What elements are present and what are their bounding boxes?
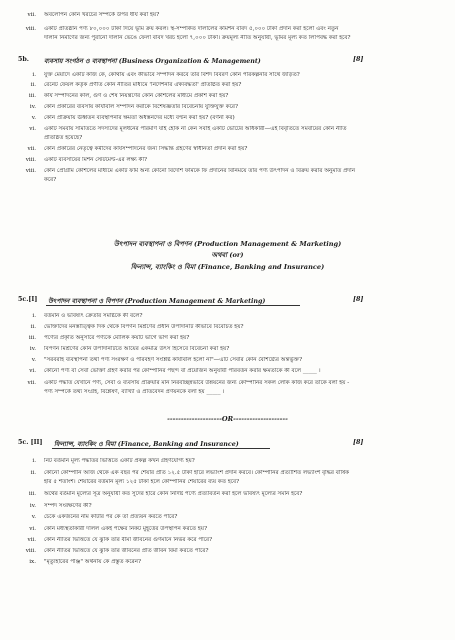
item-text: কোনো পণ্য বা সেবা ভোক্তা গ্রহণ করার পর কোম্পানির পছন্দ বা প্রয়োজন অনুযায়ী পরিবর্তন করার ক্ষমতাকে কী বলে _____ । — [44, 368, 321, 374]
item-text: কোন মধ্যস্থতাকারী দলিল একই পক্ষের নিকট মুহূর্তের উপস্থাপন করতে হয়? — [44, 526, 208, 532]
item-text-cont: পণ্য সম্পর্কে তথ্য সংগ্রহ, বিশ্লেষণ, ব্যাখ্যা ও প্রতিবেদন প্রণয়নকে বলা হয় _____ । — [44, 389, 225, 395]
question-marks: [8] — [353, 296, 364, 303]
item-number: iii. — [28, 93, 36, 99]
item-number: ii. — [30, 324, 36, 330]
question-number: 5c. [II] — [18, 439, 43, 446]
item-number: i. — [32, 458, 36, 464]
section-heading-or: অথবা (or) — [211, 251, 244, 259]
item-text: নিট বর্তমান মূল্য পদ্ধতির ভিত্তিতে একটি প্রকল্প কখন গ্রহণযোগ্য হয়? — [44, 458, 195, 464]
item-text: কোন নীতির ভিত্তিতে যে ঝুঁকি তার বীমা জীবনের গুণমানে নির্ভর করে পারে? — [44, 537, 213, 543]
item-text: কোনো কোম্পানি আজ থেকে এক বছর পর শেয়ার প্রতি ১২.৫ টাকা হারে লভ্যাংশ প্রদান করবে। কোম্পানির প্রত্যাশিত লভ্যাংশ বৃদ্ধির বার্ষিক — [44, 470, 350, 476]
item-text: একটি প্রতিষ্ঠান পণ্য ৮০,০০০ টাকা দিয়ে ভূমি ক্রয় করল। স্থ-সম্পর্কিত দালালের কমিশন বাবদ ৫,০০০ টাকা প্রদান করা হলো এবং নতুন — [44, 26, 339, 32]
item-number: viii. — [25, 157, 36, 163]
title-underline — [46, 305, 300, 306]
item-number: vii. — [27, 380, 36, 386]
item-number: vii. — [27, 12, 36, 18]
item-text: একটি পদ্ধতি যেখানে পণ্য, সেবা ও ব্যবসায় প্রক্রিয়ার মান নিরবচ্ছিন্নভাবে উন্নয়নের জন্য কোম্পানির সকল লোক কাজ করে তাকে বলা হয় - — [44, 380, 350, 386]
question-marks: [8] — [353, 439, 364, 446]
item-number: ix. — [29, 559, 36, 565]
question-number: 5b. — [18, 56, 29, 63]
item-number: vii. — [27, 537, 36, 543]
item-number: iv. — [29, 104, 36, 110]
question-title: ব্যবসায় সংগঠন ও ব্যবস্থাপনা (Business Organization & Management) — [44, 58, 261, 65]
question-title: ফিন্যান্স, ব্যাংকিং ও বিমা (Finance, Banking and Insurance) — [54, 441, 239, 448]
item-number: iv. — [29, 346, 36, 352]
item-number: i. — [32, 72, 36, 78]
item-text: ভোক্তাদের মনস্তাত্ত্বিক দিক থেকে বিপণন মিশ্রণের প্রধান উপাদানটি কীভাবে বিবেচিত হয়? — [44, 324, 244, 330]
item-number: viii. — [25, 168, 36, 174]
item-text: পণ্যের প্রকৃতি অনুসারে পণ্যকে মৌলিক কয়টি ভাগে ভাগ করা হয়? — [44, 335, 190, 341]
item-text: "মৃত্যুহারের পঞ্জি" অর্থনায় কে প্রস্তুত করেন? — [44, 559, 141, 565]
title-underline — [52, 448, 270, 449]
item-number: vii. — [27, 146, 36, 152]
question-title: উৎপাদন ব্যবস্থাপনা ও বিপণন (Production Management & Marketing) — [48, 298, 266, 305]
item-number: iv. — [29, 503, 36, 509]
item-text-cont: প্রতিষ্ঠিত হয়েছে? — [44, 135, 83, 141]
item-number: ii. — [30, 82, 36, 88]
item-number: ii. — [30, 470, 36, 476]
item-text: বর্তমান ও ভবিষ্যৎ ক্রেতার সমষ্টিকে কী বলে? — [44, 313, 143, 319]
item-text: অবলোপন কোন খরচের সম্পর্কে উপর ধার্য করা হয়? — [44, 12, 160, 18]
item-number: vi. — [29, 526, 36, 532]
item-text: কোন নীতির ভিত্তিতে যে ঝুঁকি তার জীবনের প্রতি জীবন বিমা করতে পারে? — [44, 548, 209, 554]
item-text: সম্পদ সংরক্ষণের কী? — [44, 503, 92, 509]
item-text: বিপণন মিশ্রণের কোন উপাদানটিতে আয়ের একমাত্র উৎস হিসেবে বিবেচনা করা হয়? — [44, 346, 230, 352]
item-number: viii. — [25, 548, 36, 554]
item-number: v. — [31, 357, 36, 363]
item-text: কোন প্রক্রিয়ায় ঊর্ধ্বতন ব্যবস্থাপনার ক্ষমতা অধস্তনদের মধ্যে বণ্টন করা হয়? (বর্ণনা কর) — [44, 115, 235, 121]
section-heading-finance: ফিন্যান্স, ব্যাংকিং ও বিমা (Finance, Banking and Insurance) — [130, 263, 325, 271]
question-number: 5c.[I] — [18, 296, 38, 303]
item-text: কোন প্রকারের ব্যবসায় কার্যাবলি সম্পাদন করাকে বিশেষজ্ঞতার বিবেচনায় যুক্তিযুক্ত করে? — [44, 104, 238, 110]
item-text: রেনেট ফেয়ল কর্তৃক প্রণীত কোন নীতির মাধ্যমে 'নির্দেশনার ঐক্যবদ্ধতা' প্রতিষ্ঠিত করা হয়? — [44, 82, 242, 88]
item-text-cont: হার ৫ শতাংশ। শেয়ারের বর্তমান মূল্য ১২৫ টাকা হলে কোম্পানির শেয়ারের ব্যয় কত হবে? — [44, 479, 240, 485]
item-text-cont: দালান নির্মাণের জন্য পুরানো দালান ভেঙে ফেলা বাবদ খরচ হলো ৭,০০০ টাকা। ক্রয়মূল্য নীতি অনুযায়ী, ভূমির মূল্য কত লিপিবদ্ধ করা হবে? — [44, 35, 351, 41]
item-text: যুক্ত মেয়াদে একটি কাজ কে, কোথায় এবং কীভাবে সম্পাদন করবে তার বিশদ বিবরণ কোন পরিকল্পনার সাথে জড়িত? — [44, 72, 300, 78]
item-text: অর্থের বর্তমান মূল্যের সূত্র অনুযায়ী কত সুদের হারে কোন নির্দিষ্ট পণ্যে প্রত্যাবর্তন করা হলে ভবিষ্যৎ মূল্যের সমান হবে? — [44, 491, 303, 497]
item-number: vi. — [29, 126, 36, 132]
item-number: iii. — [28, 491, 36, 497]
item-text: একটি সমবায় সমিতিতে সদস্যদের মূলধনের পরিমাণ যাই হোক না কেন সবাই একটি ভোটের অধিকারী—এই বিবৃতিতে সমবায়ের কোন নীতি — [44, 126, 347, 132]
item-number: iii. — [28, 335, 36, 341]
section-heading-production: উৎপাদন ব্যবস্থাপনা ও বিপণন (Production Management & Marketing) — [113, 240, 342, 248]
item-text: "সরবরাহ ব্যবস্থাপনা তথা পণ্য সংরক্ষণ ও পরিবহণ সংশ্লিষ্ট কার্যাবলি হলো না"—এটি সেবার কোন বৈশিষ্ট্যের অন্তর্ভুক্ত? — [44, 357, 303, 363]
item-text: কোন প্রকারের নেতৃত্বে কর্মীদের কার্যসম্পাদনের জন্য সিদ্ধান্ত গ্রহণের স্বাধীনতা প্রদান করা হয়? — [44, 146, 248, 152]
item-number: i. — [32, 313, 36, 319]
item-text: কার্য সম্পাদনের কাল, গুণ ও শেষ নিয়ন্ত্রণের কোন কৌশলের মাধ্যমে প্রকাশ করা হয়? — [44, 93, 229, 99]
or-divider: --------------------OR-------------------- — [167, 415, 288, 423]
item-number: vi. — [29, 368, 36, 374]
question-marks: [8] — [353, 56, 364, 63]
item-text: চেকে একজনের নাম কাটার পর কে তা প্রত্যয়ন করতে পারে? — [44, 514, 178, 520]
item-text-cont: করে? — [44, 177, 57, 183]
item-text: একটি ব্যবসায়ের মিশন স্টেটমেন্ট-এর লক্ষ্য কী? — [44, 157, 148, 163]
item-number: viii. — [25, 26, 36, 32]
item-text: কোন প্রোগ্রাম কৌশলের মাধ্যমে একটি ফার্ম অন্য কোনো বিদেশি ফার্মকে ফি প্রদানের বিনিময়ে তার পণ্য উৎপাদন ও বিক্রয় করার অনুমতি প্রদান — [44, 168, 356, 174]
item-number: v. — [31, 115, 36, 121]
item-number: v. — [31, 514, 36, 520]
